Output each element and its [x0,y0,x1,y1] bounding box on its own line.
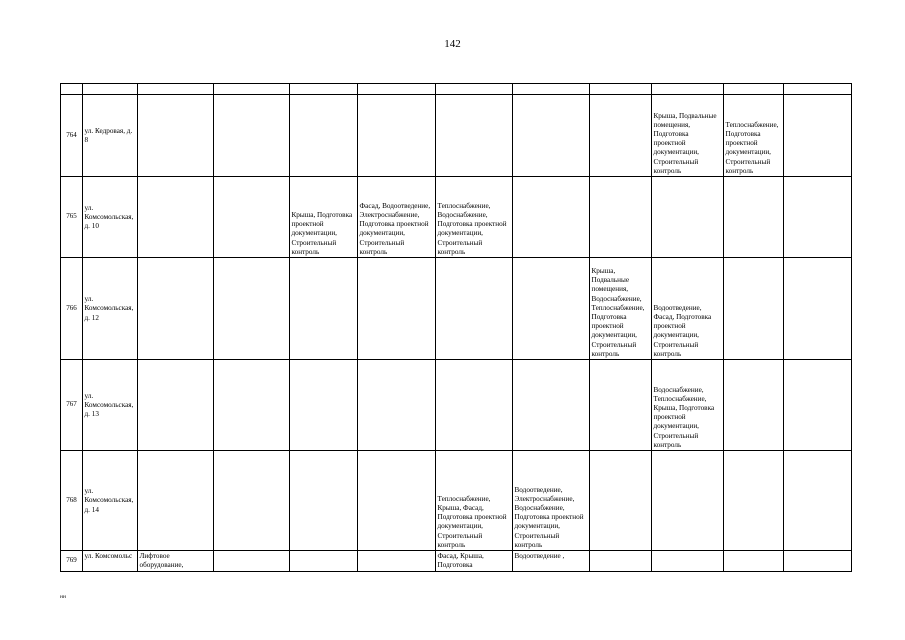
footer-mark: нн [60,594,66,600]
table-row [61,360,852,451]
table-row [61,258,852,360]
table-row [61,551,852,572]
table-row [61,451,852,551]
row-number: 765 [61,177,83,258]
row-address: ул. Комсомольская, д. 14 [83,451,138,551]
table-row [61,95,852,177]
work-cell: Водоснабжение, Теплоснабжение, Крыша, Подготовка проектной документации, Строительный контроль [652,360,724,451]
work-cell: Теплоснабжение, Подготовка проектной документации, Строительный контроль [724,95,784,177]
row-address: ул. Комсомольская, д. 12 [83,258,138,360]
work-cell: Фасад, Крыша, Подготовка [436,551,513,572]
row-address: ул. Комсомольская, д. 13 [83,360,138,451]
work-cell: Водоотведение, Фасад, Подготовка проектной документации, Строительный контроль [652,258,724,360]
work-cell: Крыша, Подготовка проектной документации, Строительный контроль [290,177,358,258]
work-cell: Теплоснабжение, Крыша, Фасад, Подготовка проектной документации, Строительный контроль [436,451,513,551]
row-number: 766 [61,258,83,360]
work-cell: Водоотведение , [513,551,590,572]
repair-schedule-table [60,83,852,572]
row-address: ул. Комсомольская, д. 10 [83,177,138,258]
row-number: 769 [61,551,83,572]
row-address: ул. Комсомольс [83,551,138,572]
row-number: 768 [61,451,83,551]
row-address: ул. Кедровая, д. 8 [83,95,138,177]
work-cell: Фасад, Водоотведение, Электроснабжение, Подготовка проектной документации, Строительный контроль [358,177,436,258]
page-number: 142 [444,38,461,50]
table-row [61,177,852,258]
work-cell: Теплоснабжение, Водоснабжение, Подготовка проектной документации, Строительный контроль [436,177,513,258]
table-header-row [61,84,852,95]
row-number: 764 [61,95,83,177]
work-cell: Водоотведение, Электроснабжение, Водоснабжение, Подготовка проектной документации, Строительный контроль [513,451,590,551]
work-cell: Лифтовое оборудование, [138,551,214,572]
work-cell: Крыша, Подвальные помещения, Подготовка проектной документации, Строительный контроль [652,95,724,177]
row-number: 767 [61,360,83,451]
work-cell: Крыша, Подвальные помещения, Водоснабжение, Теплоснабжение, Подготовка проектной документации, Строительный контроль [590,258,652,360]
